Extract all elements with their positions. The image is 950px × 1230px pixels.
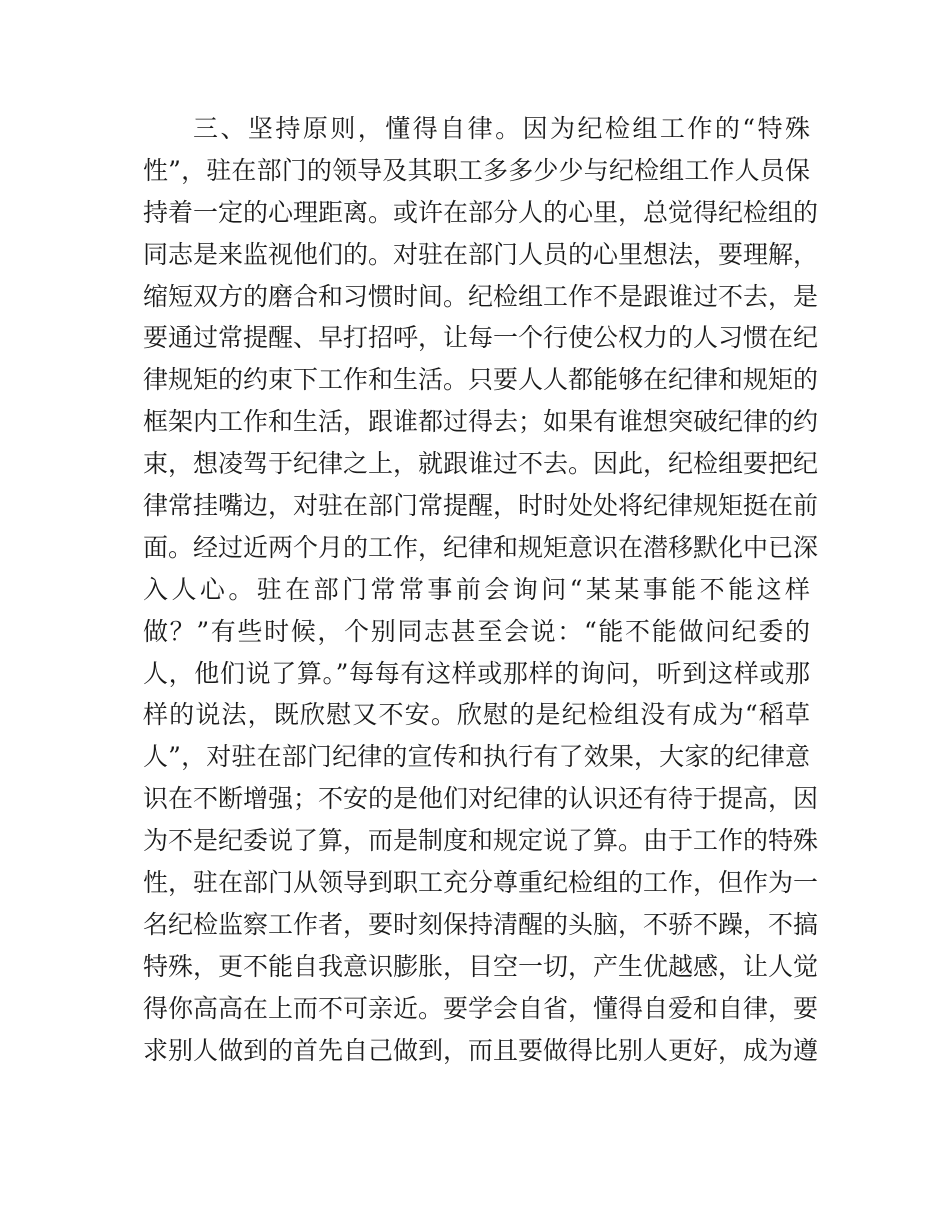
- paragraph-line: 要通过常提醒、早打招呼，让每一个行使公权力的人习惯在纪: [143, 323, 819, 353]
- paragraph-line: 特殊，更不能自我意识膨胀，目空一切，产生优越感，让人觉: [143, 951, 819, 981]
- paragraph-line: 面。经过近两个月的工作，纪律和规矩意识在潜移默化中已深: [143, 532, 819, 562]
- paragraph-line: 为不是纪委说了算，而是制度和规定说了算。由于工作的特殊: [143, 826, 819, 856]
- paragraph-line: 三、坚持原则，懂得自律。因为纪检组工作的“特殊: [193, 114, 810, 143]
- paragraph-line: 样的说法，既欣慰又不安。欣慰的是纪检组没有成为“稻草: [143, 700, 810, 730]
- paragraph-section-three: [143, 108, 819, 1071]
- paragraph-line: 同志是来监视他们的。对驻在部门人员的心里想法，要理解，: [143, 239, 819, 269]
- paragraph-line: 求别人做到的首先自己做到，而且要做得比别人更好，成为遵: [143, 1035, 819, 1065]
- paragraph-line: 性，驻在部门从领导到职工充分尊重纪检组的工作，但作为一: [143, 868, 819, 898]
- paragraph-line: 持着一定的心理距离。或许在部分人的心里，总觉得纪检组的: [143, 197, 819, 227]
- paragraph-line: 律规矩的约束下工作和生活。只要人人都能够在纪律和规矩的: [143, 365, 819, 395]
- paragraph-line: 入人心。驻在部门常常事前会询问“某某事能不能这样: [143, 574, 810, 604]
- paragraph-line: 人”，对驻在部门纪律的宣传和执行有了效果，大家的纪律意: [143, 742, 810, 772]
- paragraph-line: 人，他们说了算。”每每有这样或那样的询问，听到这样或那: [143, 658, 810, 688]
- paragraph-line: 性”，驻在部门的领导及其职工多多少少与纪检组工作人员保: [143, 155, 810, 185]
- paragraph-line: 框架内工作和生活，跟谁都过得去；如果有谁想突破纪律的约: [143, 407, 819, 437]
- paragraph-line: 做？”有些时候，个别同志甚至会说：“能不能做问纪委的: [143, 616, 810, 646]
- paragraph-line: 得你高高在上而不可亲近。要学会自省，懂得自爱和自律，要: [143, 993, 819, 1023]
- paragraph-line: 束，想凌驾于纪律之上，就跟谁过不去。因此，纪检组要把纪: [143, 449, 819, 479]
- paragraph-line: 名纪检监察工作者，要时刻保持清醒的头脑，不骄不躁，不搞: [143, 909, 819, 939]
- paragraph-line: 律常挂嘴边，对驻在部门常提醒，时时处处将纪律规矩挺在前: [143, 491, 819, 521]
- paragraph-line: 识在不断增强；不安的是他们对纪律的认识还有待于提高，因: [143, 784, 819, 814]
- paragraph-line: 缩短双方的磨合和习惯时间。纪检组工作不是跟谁过不去，是: [143, 281, 819, 311]
